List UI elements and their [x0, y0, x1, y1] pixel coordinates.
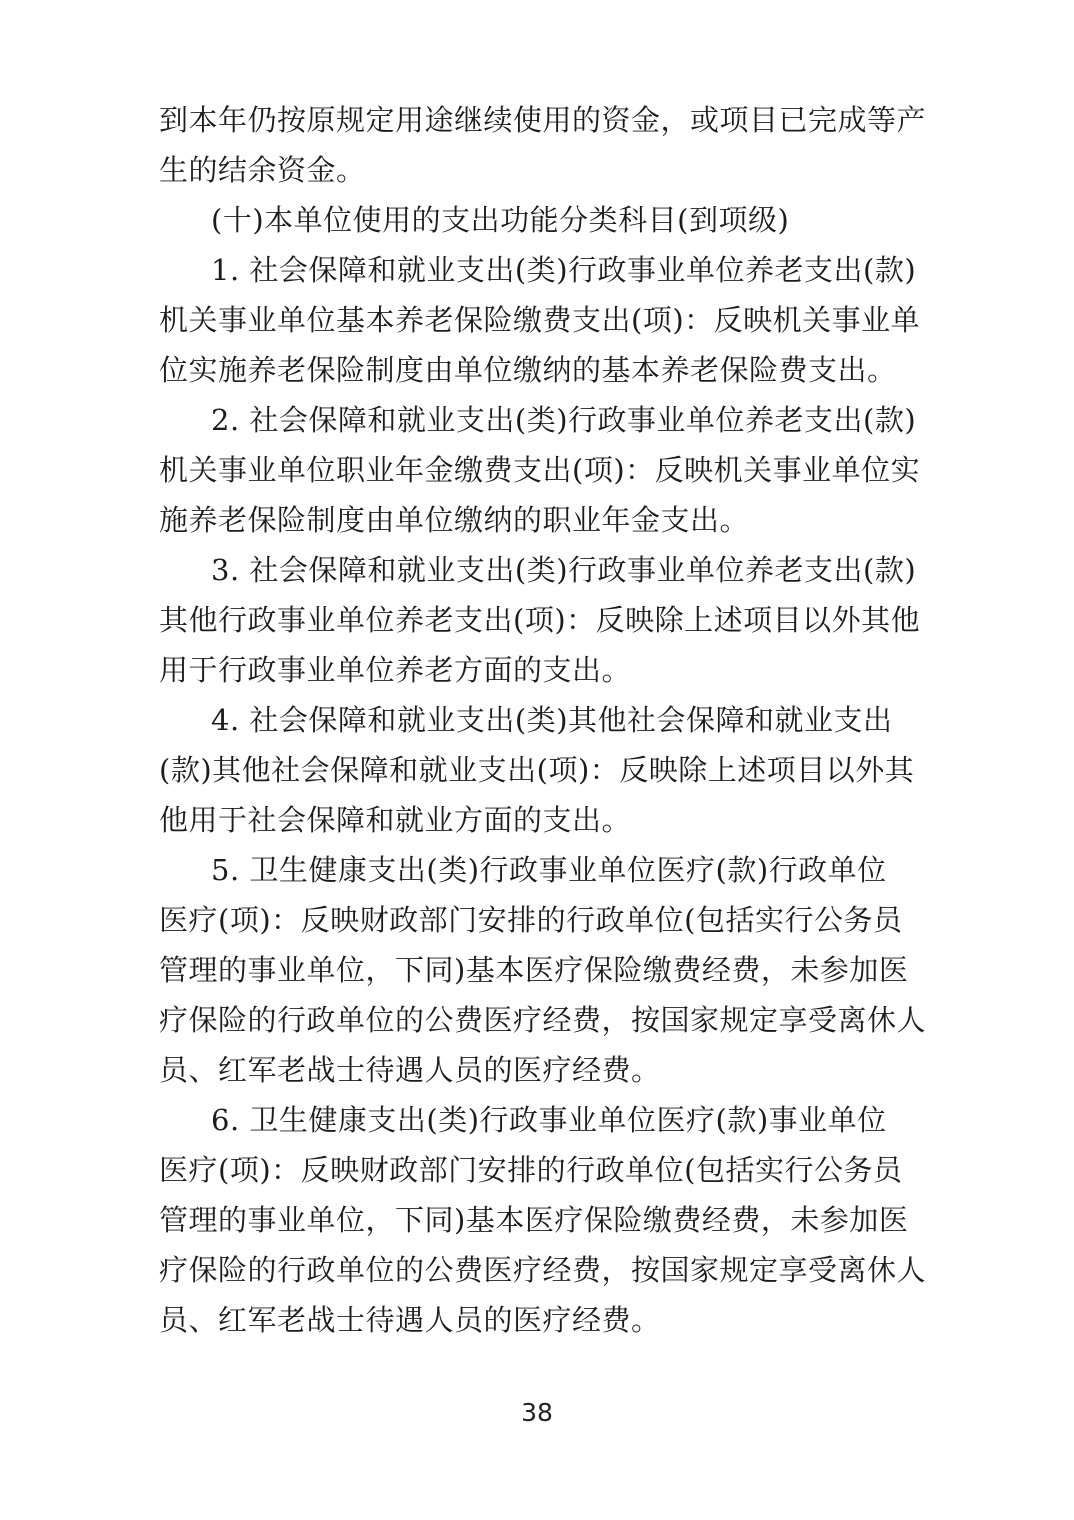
- paragraph: [159, 695, 919, 845]
- text-line: 管理的事业单位，下同)基本医疗保险缴费经费，未参加医: [159, 1203, 909, 1237]
- paragraph: [159, 95, 927, 195]
- paragraph: [159, 1095, 927, 1345]
- text-line: 医疗(项)：反映财政部门安排的行政单位(包括实行公务员: [159, 1153, 903, 1187]
- text-line: 管理的事业单位，下同)基本医疗保险缴费经费，未参加医: [159, 953, 909, 987]
- text-line: 2. 社会保障和就业支出(类)行政事业单位养老支出(款): [211, 403, 917, 437]
- text-line: 疗保险的行政单位的公费医疗经费，按国家规定享受离休人: [159, 1003, 927, 1037]
- text-line: (十)本单位使用的支出功能分类科目(到项级): [211, 203, 790, 237]
- text-line: 位实施养老保险制度由单位缴纳的基本养老保险费支出。: [159, 353, 897, 387]
- text-line: 生的结余资金。: [159, 153, 366, 187]
- page-number: 38: [521, 1398, 553, 1427]
- text-line: 3. 社会保障和就业支出(类)行政事业单位养老支出(款): [211, 553, 917, 587]
- text-line: 员、红军老战士待遇人员的医疗经费。: [159, 1303, 661, 1337]
- text-line: 4. 社会保障和就业支出(类)其他社会保障和就业支出: [211, 703, 893, 737]
- text-line: 机关事业单位职业年金缴费支出(项)：反映机关事业单位实: [159, 453, 921, 487]
- text-line: 疗保险的行政单位的公费医疗经费，按国家规定享受离休人: [159, 1253, 927, 1287]
- paragraph: [159, 845, 927, 1095]
- text-line: 到本年仍按原规定用途继续使用的资金，或项目已完成等产: [159, 103, 927, 137]
- paragraph: [159, 395, 919, 545]
- text-line: 机关事业单位基本养老保险缴费支出(项)：反映机关事业单: [159, 303, 921, 337]
- paragraph: [159, 245, 919, 395]
- text-line: 6. 卫生健康支出(类)行政事业单位医疗(款)事业单位: [211, 1103, 887, 1137]
- text-line: 5. 卫生健康支出(类)行政事业单位医疗(款)行政单位: [211, 853, 887, 887]
- text-line: 他用于社会保障和就业方面的支出。: [159, 803, 632, 837]
- paragraph: [159, 195, 919, 245]
- text-line: 其他行政事业单位养老支出(项)：反映除上述项目以外其他: [159, 603, 921, 637]
- text-line: 用于行政事业单位养老方面的支出。: [159, 653, 632, 687]
- text-line: (款)其他社会保障和就业支出(项)：反映除上述项目以外其: [159, 753, 915, 787]
- document-body: [159, 95, 927, 1345]
- text-line: 施养老保险制度由单位缴纳的职业年金支出。: [159, 503, 750, 537]
- text-line: 员、红军老战士待遇人员的医疗经费。: [159, 1053, 661, 1087]
- text-line: 1. 社会保障和就业支出(类)行政事业单位养老支出(款): [211, 253, 917, 287]
- paragraph: [159, 545, 919, 695]
- text-line: 医疗(项)：反映财政部门安排的行政单位(包括实行公务员: [159, 903, 903, 937]
